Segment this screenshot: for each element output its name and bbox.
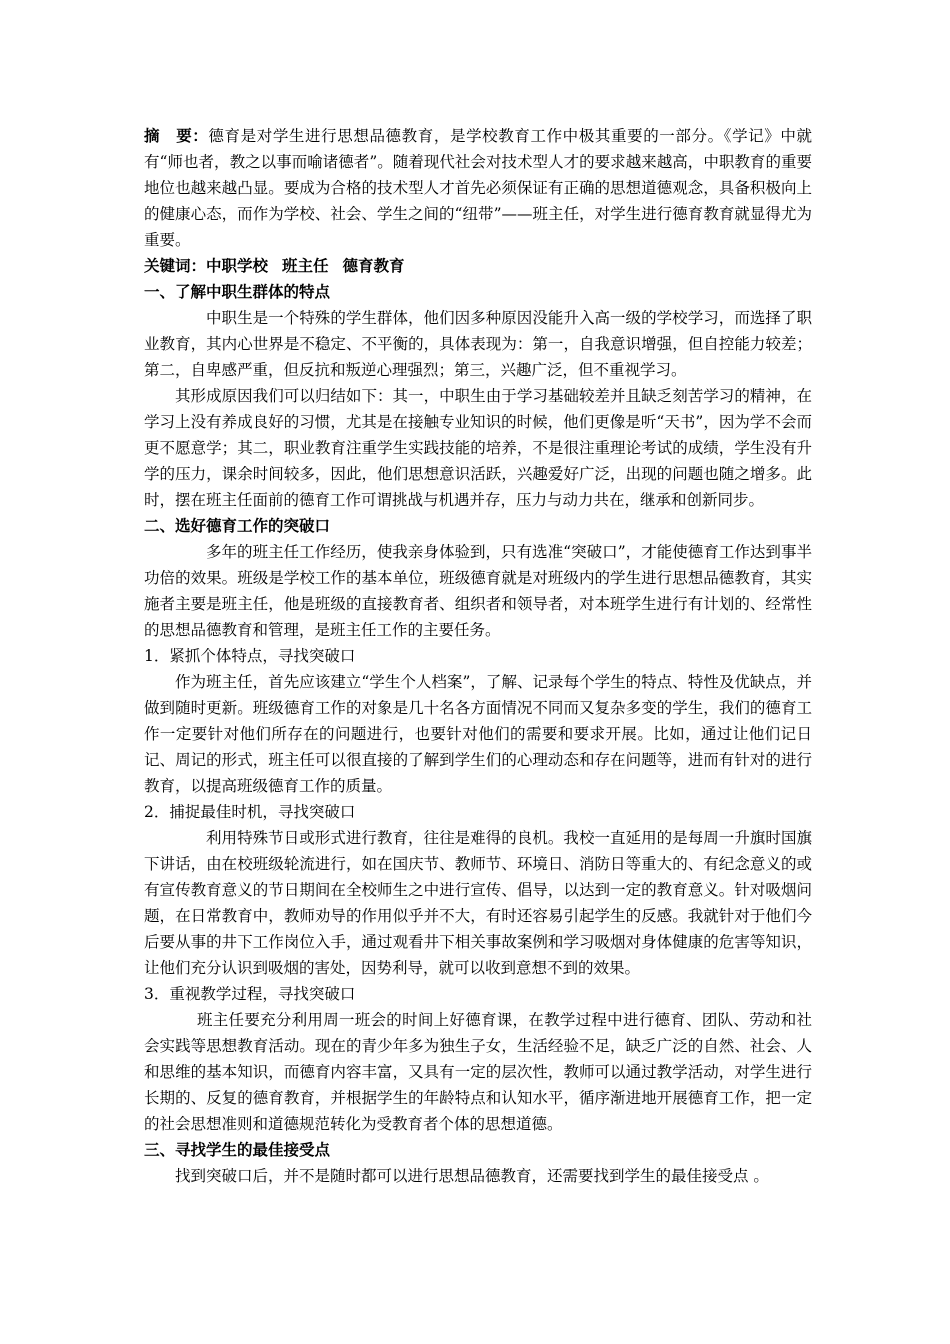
section-3-heading: 三、寻找学生的最佳接受点	[144, 1140, 331, 1159]
section-1-heading: 一、了解中职生群体的特点	[144, 282, 331, 301]
abstract-text: 德育是对学生进行思想品德教育，是学校教育工作中极其重要的一部分。《学记》中就有“师也者，教之以事而喻诸德者”。随着现代社会对技术型人才的要求越来越高，中职教育的重要地位也越来越凸显。要成为合格的技术型人才首先必须保证有正确的思想道德观念，具备积极向上的健康心态，而作为学校、社会、学生之间的“纽带”——班主任，对学生进行德育教育就显得尤为重要。	[144, 127, 812, 249]
abstract-paragraph	[144, 123, 812, 253]
abstract-label: 摘 要：	[144, 126, 209, 145]
section-2-heading: 二、选好德育工作的突破口	[144, 516, 331, 535]
keyword-3: 德育教育	[342, 256, 405, 275]
document-body	[144, 123, 812, 1189]
section-2-sub-2-heading: 2．捕捉最佳时机，寻找突破口	[144, 803, 356, 821]
section-1-paragraph-1: 中职生是一个特殊的学生群体，他们因多种原因没能升入高一级的学校学习，而选择了职业教育，其内心世界是不稳定、不平衡的，具体表现为：第一，自我意识增强，但自控能力较差；第二，自卑感严重，但反抗和叛逆心理强烈；第三，兴趣广泛，但不重视学习。	[144, 309, 812, 379]
section-2-sub-1-text: 作为班主任，首先应该建立“学生个人档案”，了解、记录每个学生的特点、特性及优缺点，并做到随时更新。班级德育工作的对象是几十名各方面情况不同而又复杂多变的学生，我们的德育工作一定要针对他们所存在的问题进行，也要针对他们的需要和要求开展。比如，通过让他们记日记、周记的形式，班主任可以很直接的了解到学生们的心理动态和存在问题等，进而有针对的进行教育，以提高班级德育工作的质量。	[144, 673, 812, 795]
section-2-sub-3-heading: 3．重视教学过程，寻找突破口	[144, 985, 356, 1003]
keyword-2: 班主任	[282, 256, 329, 275]
keyword-1: 中职学校	[206, 256, 269, 275]
section-2-sub-2-text: 利用特殊节日或形式进行教育，往往是难得的良机。我校一直延用的是每周一升旗时国旗下讲话，由在校班级轮流进行，如在国庆节、教师节、环境日、消防日等重大的、有纪念意义的或有宣传教育意义的节日期间在全校师生之中进行宣传、倡导，以达到一定的教育意义。针对吸烟问题，在日常教育中，教师劝导的作用似乎并不大，有时还容易引起学生的反感。我就针对于他们今后要从事的井下工作岗位入手，通过观看井下相关事故案例和学习吸烟对身体健康的危害等知识，让他们充分认识到吸烟的害处，因势利导，就可以收到意想不到的效果。	[144, 829, 812, 977]
section-1-paragraph-2: 其形成原因我们可以归结如下：其一，中职生由于学习基础较差并且缺乏刻苦学习的精神，在学习上没有养成良好的习惯，尤其是在接触专业知识的时候，他们更像是听“天书”，因为学不会而更不愿意学；其二，职业教育注重学生实践技能的培养，不是很注重理论考试的成绩，学生没有升学的压力，课余时间较多，因此，他们思想意识活跃，兴趣爱好广泛，出现的问题也随之增多。此时，摆在班主任面前的德育工作可谓挑战与机遇并存，压力与动力共在，继承和创新同步。	[144, 387, 812, 509]
section-3-text: 找到突破口后，并不是随时都可以进行思想品德教育，还需要找到学生的最佳接受点 。	[175, 1167, 769, 1185]
section-2-sub-1-heading: 1．紧抓个体特点，寻找突破口	[144, 647, 356, 665]
keywords-label: 关键词：	[144, 256, 207, 275]
section-2-intro: 多年的班主任工作经历，使我亲身体验到，只有选准“突破口”，才能使德育工作达到事半功倍的效果。班级是学校工作的基本单位，班级德育就是对班级内的学生进行思想品德教育，其实施者主要是班主任，他是班级的直接教育者、组织者和领导者，对本班学生进行有计划的、经常性的思想品德教育和管理，是班主任工作的主要任务。	[144, 543, 812, 639]
keywords-line	[144, 253, 812, 279]
section-2-sub-3-text: 班主任要充分利用周一班会的时间上好德育课，在教学过程中进行德育、团队、劳动和社会实践等思想教育活动。现在的青少年多为独生子女，生活经验不足，缺乏广泛的自然、社会、人和思维的基本知识，而德育内容丰富，又具有一定的层次性，教师可以通过教学活动，对学生进行长期的、反复的德育教育，并根据学生的年龄特点和认知水平，循序渐进地开展德育工作，把一定的社会思想准则和道德规范转化为受教育者个体的思想道德。	[144, 1011, 812, 1133]
